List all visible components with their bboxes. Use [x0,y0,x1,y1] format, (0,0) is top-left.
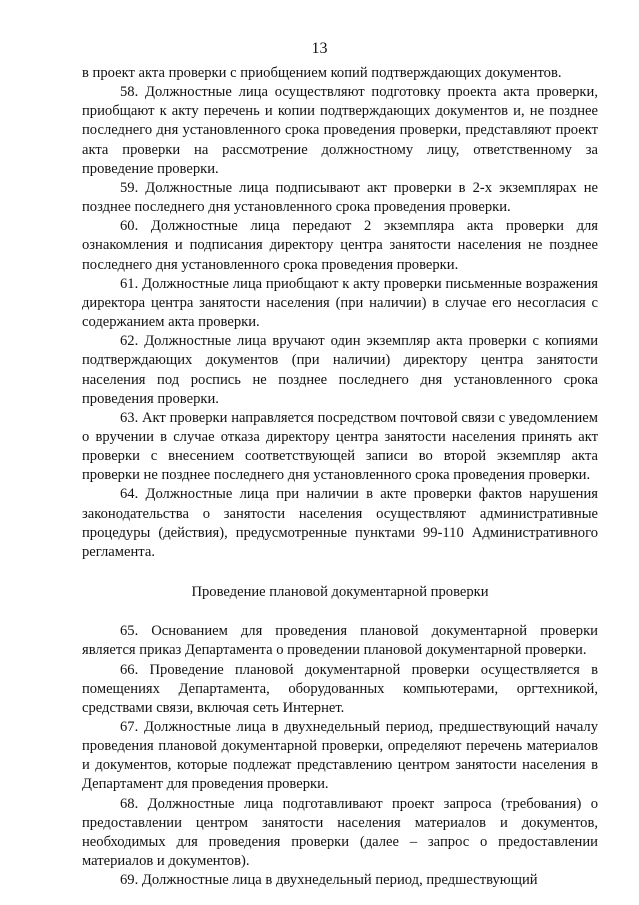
paragraph-66: 66. Проведение плановой документарной проверки осуществляется в помещениях Департамента, оборудованных компьютерами, оргтехникой, средствами связи, включая сеть Интернет. [82,661,598,716]
paragraph-64: 64. Должностные лица при наличии в акте проверки фактов нарушения законодательства о занятости населения осуществляют административные процедуры (действия), предусмотренные пунктами 99-110 Административного регламента. [82,486,598,560]
paragraph-69: 69. Должностные лица в двухнедельный период, предшествующий [120,872,538,889]
paragraph-continuation: в проект акта проверки с приобщением копий подтверждающих документов. [82,65,562,81]
document-body [82,64,598,890]
paragraph-63: 63. Акт проверки направляется посредством почтовой связи с уведомлением о вручении в случае отказа директору центра занятости населения принять акт проверки с внесением соответствующей записи во второй экземпляр акта проверки не позднее последнего дня установленного срока проведения проверки. [82,409,598,484]
page-number: 13 [311,40,328,57]
paragraph-58: 58. Должностные лица осуществляют подготовку проекта акта проверки, приобщают к акту перечень и копии подтверждающих документов и, не позднее последнего дня установленного срока проведения проверки, представляют проект акта проверки на рассмотрение должностному лицу, ответственному за проведение проверки. [82,84,598,177]
paragraph-61: 61. Должностные лица приобщают к акту проверки письменные возражения директора центра занятости населения (при наличии) в случае его несогласия с содержанием акта проверки. [82,275,598,331]
paragraph-59: 59. Должностные лица подписывают акт проверки в 2-х экземплярах не позднее последнего дня установленного срока проведения проверки. [82,179,598,216]
paragraph-68: 68. Должностные лица подготавливают проект запроса (требования) о предоставлении центром занятости населения материалов и документов, необходимых для проведения проверки (далее – запрос о предоставлении материалов и документов). [82,795,598,870]
paragraph-67: 67. Должностные лица в двухнедельный период, предшествующий началу проведения плановой документарной проверки, определяют перечень материалов и документов, которые подлежат представлению центром занятости населения в Департамент для проведения проверки. [82,719,598,793]
paragraph-60: 60. Должностные лица передают 2 экземпляра акта проверки для ознакомления и подписания директору центра занятости населения не позднее последнего дня установленного срока проведения проверки. [82,218,598,273]
paragraph-65: 65. Основанием для проведения плановой документарной проверки является приказ Департамента о проведении плановой документарной проверки. [82,623,598,659]
section-heading: Проведение плановой документарной проверки [191,584,489,601]
paragraph-62: 62. Должностные лица вручают один экземпляр акта проверки с копиями подтверждающих документов (при наличии) директору центра занятости населения под роспись не позднее последнего дня установленного срока проведения проверки. [82,333,598,407]
